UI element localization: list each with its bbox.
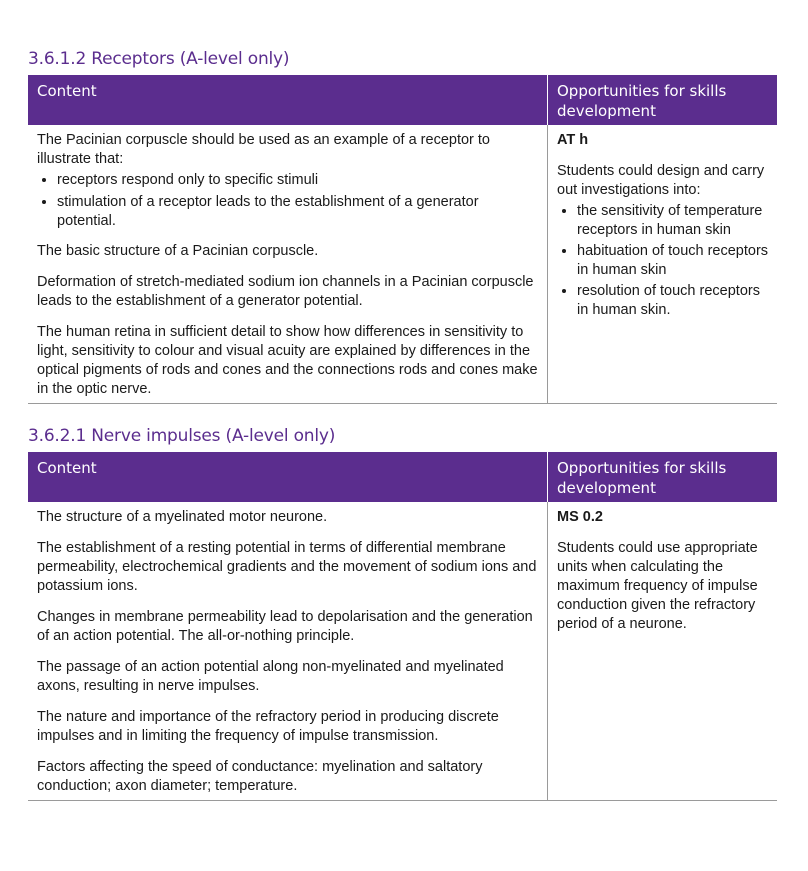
skills-code: AT h <box>557 132 589 148</box>
intro-text: The Pacinian corpuscle should be used as an example of a receptor to illustrate that: <box>37 132 490 167</box>
section-nerve-impulses <box>28 426 777 801</box>
content-paragraph: Factors affecting the speed of conductance: myelination and saltatory conduction; axon diameter; temperature. <box>37 759 483 794</box>
skills-text: Students could use appropriate units when calculating the maximum frequency of impulse conduction given the refractory period of a neurone. <box>557 540 758 632</box>
skills-cell <box>548 125 778 404</box>
list-item: • the sensitivity of temperature receptors in human skin <box>577 202 769 240</box>
content-paragraph: The passage of an action potential along non-myelinated and myelinated axons, resulting in nerve impulses. <box>37 659 504 694</box>
content-paragraph: Changes in membrane permeability lead to depolarisation and the generation of an action potential. The all-or-nothing principle. <box>37 609 533 644</box>
section-receptors <box>28 49 777 404</box>
nerve-impulses-table <box>28 452 777 801</box>
skills-bullet-list <box>557 202 769 320</box>
content-cell <box>28 502 548 801</box>
list-item: • stimulation of a receptor leads to the establishment of a generator potential. <box>57 193 539 231</box>
list-item: • receptors respond only to specific stimuli <box>57 171 539 190</box>
skills-intro: Students could design and carry out investigations into: <box>557 163 765 198</box>
header-content: Content <box>28 452 548 502</box>
table-row <box>28 125 777 404</box>
list-item: • resolution of touch receptors in human skin. <box>577 282 769 320</box>
table-header-row <box>28 75 777 125</box>
header-content: Content <box>28 75 548 125</box>
skills-cell <box>548 502 778 801</box>
content-paragraph: The human retina in sufficient detail to show how differences in sensitivity to light, sensitivity to colour and visual acuity are explained by differences in the optical pigments of rods and cones and the connections rods and cones make in the optic nerve. <box>37 324 538 397</box>
header-skills: Opportunities for skills development <box>548 75 778 125</box>
receptors-table <box>28 75 777 404</box>
content-cell <box>28 125 548 404</box>
content-paragraph: The establishment of a resting potential in terms of differential membrane permeability, electrochemical gradients and the movement of sodium ions and potassium ions. <box>37 540 537 594</box>
content-paragraph: The nature and importance of the refractory period in producing discrete impulses and in limiting the frequency of impulse transmission. <box>37 709 499 744</box>
table-header-row <box>28 452 777 502</box>
content-paragraph: The basic structure of a Pacinian corpuscle. <box>37 243 319 259</box>
table-row <box>28 502 777 801</box>
section-title: 3.6.1.2 Receptors (A-level only) <box>28 49 290 69</box>
header-skills: Opportunities for skills development <box>548 452 778 502</box>
list-item: • habituation of touch receptors in human skin <box>577 242 769 280</box>
content-paragraph: The structure of a myelinated motor neurone. <box>37 509 328 525</box>
section-title: 3.6.2.1 Nerve impulses (A-level only) <box>28 426 336 446</box>
skills-code: MS 0.2 <box>557 509 603 525</box>
content-paragraph: Deformation of stretch-mediated sodium ion channels in a Pacinian corpuscle leads to the establishment of a generator potential. <box>37 274 534 309</box>
receptor-bullet-list <box>37 171 539 231</box>
